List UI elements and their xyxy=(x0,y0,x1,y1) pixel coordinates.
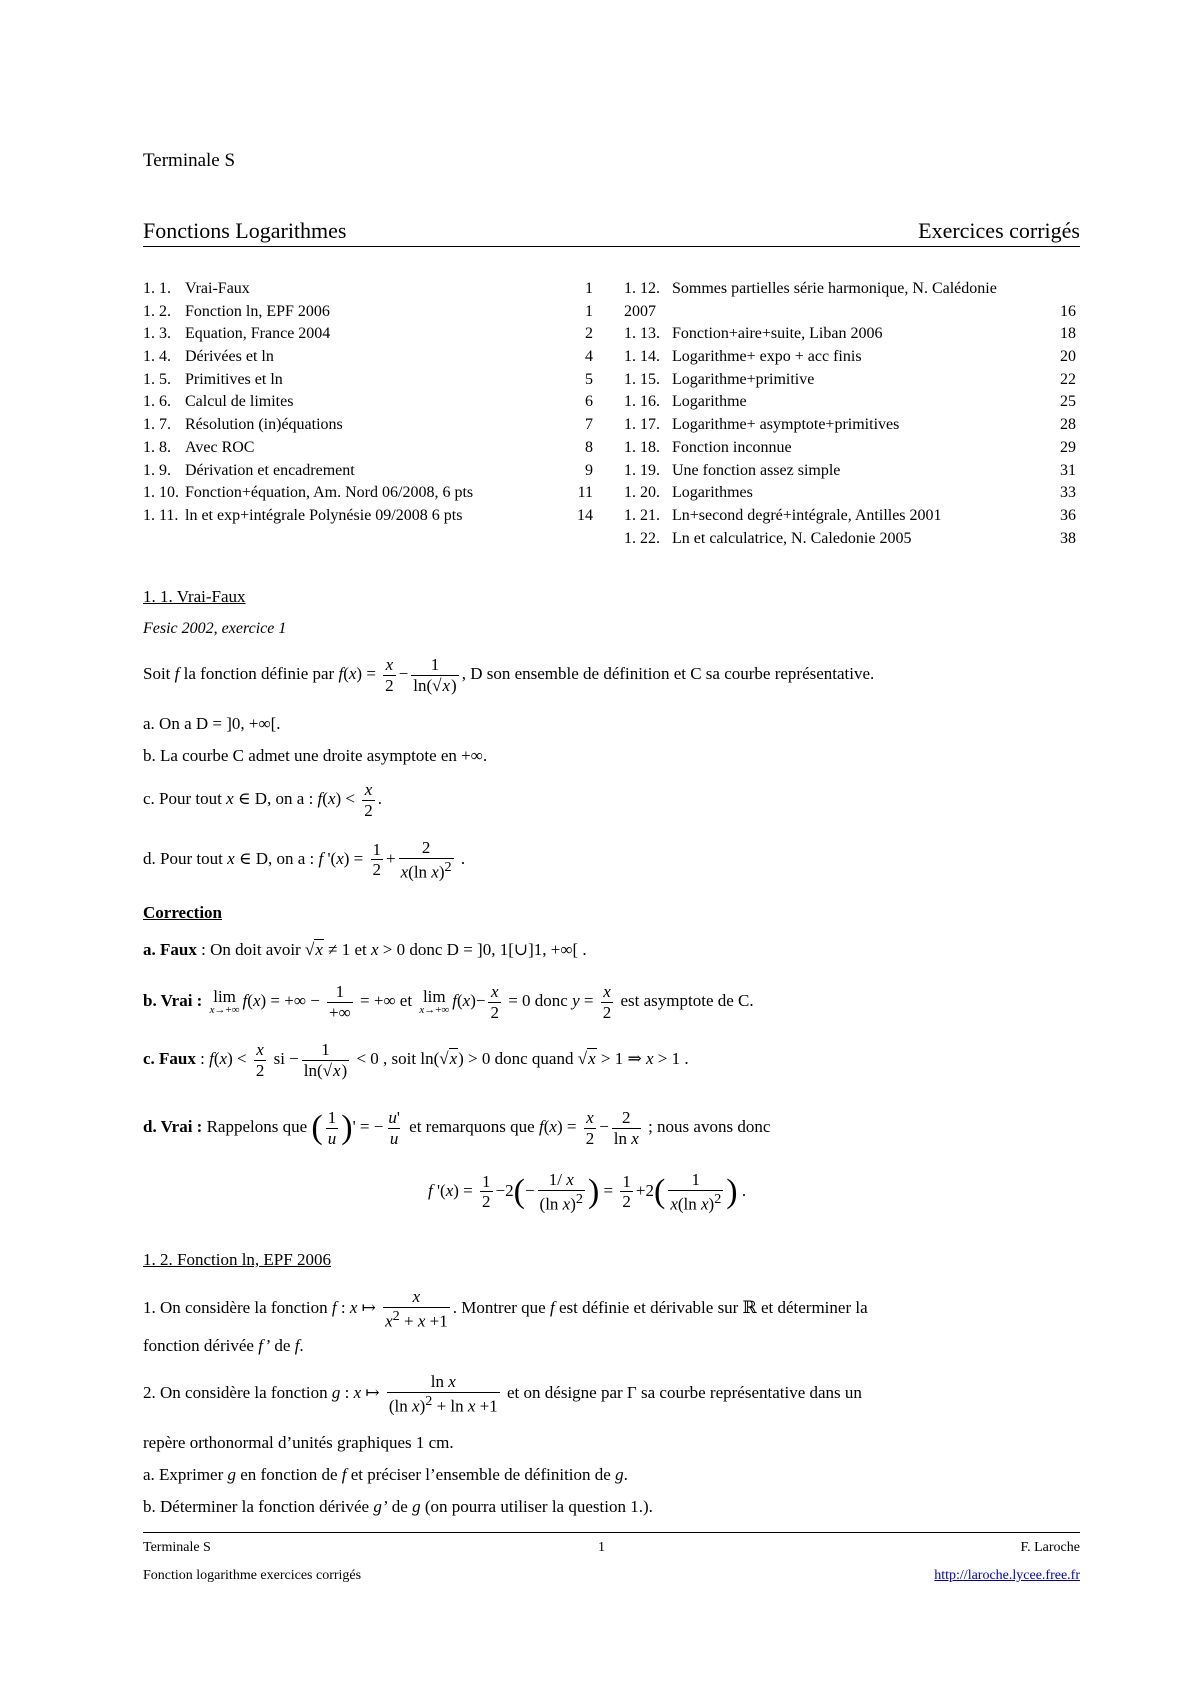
toc-entry-number: 1. 20. xyxy=(624,484,660,502)
toc-entry-page: 25 xyxy=(1060,393,1076,411)
ex1-question-d: d. Pour tout x ∈ D, on a : f '(x) = $\frac{1}{2}$ + $\frac{2}{x(\ln x)^2}$ . xyxy=(143,838,466,882)
toc-entry[interactable] xyxy=(624,460,1076,483)
ex1-intro: Soit f la fonction définie par f(x) = $\frac{x}{2}$ − $\frac{1}{\ln(√x)}$ , D son ensemble de définition et C sa courbe représentative. xyxy=(143,655,875,695)
toc-entry-page: 29 xyxy=(1060,438,1076,456)
toc-entry-page: 1 xyxy=(585,302,593,320)
toc-entry-page: 8 xyxy=(585,438,593,456)
document-title: Fonctions Logarithmes xyxy=(143,218,347,243)
toc-entry[interactable] xyxy=(143,369,593,392)
toc-entry-page: 33 xyxy=(1060,484,1076,502)
toc-entry-page: 22 xyxy=(1060,370,1076,388)
correction-heading: Correction xyxy=(143,903,222,922)
toc-entry-page: 16 xyxy=(1060,302,1076,320)
toc-entry-page: 14 xyxy=(577,506,593,524)
correction-c: c. Faux : f(x) < $\frac{x}{2}$ si − $\frac{1}{\ln(√x)}$ < 0 , soit ln(√x) > 0 donc quand √x > 1 ⇒ x > 1 . xyxy=(143,1040,689,1080)
toc-entry-page: 31 xyxy=(1060,461,1076,479)
toc-entry[interactable] xyxy=(143,391,593,414)
toc-entry-title: ln et exp+intégrale Polynésie 09/2008 6 pts xyxy=(185,506,463,524)
footer-rule xyxy=(143,1532,1080,1533)
toc-entry-page: 20 xyxy=(1060,348,1076,366)
level-label: Terminale S xyxy=(143,150,236,171)
section-heading-ex1: 1. 1. Vrai-Faux xyxy=(143,587,246,606)
toc-entry-page: 6 xyxy=(585,393,593,411)
correction-d-formula: f '(x) = $\frac{1}{2}$ −2(− $\frac{1/ x}{(\ln x)^2}$ ) = $\frac{1}{2}$ +2( $\frac{1}{x(\ln x)^2}$ ) . xyxy=(428,1170,747,1214)
toc-entry[interactable] xyxy=(143,482,593,505)
toc-entry-number: 1. 5. xyxy=(143,370,171,388)
toc-entry[interactable] xyxy=(624,278,1076,301)
toc-entry-number: 1. 11. xyxy=(143,506,179,524)
toc-entry[interactable] xyxy=(143,301,593,324)
toc-entry-title: Fonction+aire+suite, Liban 2006 xyxy=(672,325,883,343)
toc-entry-number: 1. 8. xyxy=(143,438,171,456)
toc-entry[interactable] xyxy=(143,460,593,483)
toc-entry-number: 1. 6. xyxy=(143,393,171,411)
footer-page-number: 1 xyxy=(598,1540,605,1555)
toc-entry-page: 7 xyxy=(585,416,593,434)
toc-entry[interactable] xyxy=(624,391,1076,414)
toc-right xyxy=(624,278,1076,550)
toc-entry-number: 1. 2. xyxy=(143,302,171,320)
correction-a: a. Faux : On doit avoir √x ≠ 1 et x > 0 donc D = ]0, 1[∪]1, +∞[ . xyxy=(143,940,587,959)
header-rule xyxy=(143,246,1080,247)
toc-entry-title: Résolution (in)équations xyxy=(185,416,343,434)
toc-entry-title: Vrai-Faux xyxy=(185,280,250,297)
toc-entry-title: Fonction+équation, Am. Nord 06/2008, 6 pts xyxy=(185,484,474,502)
toc-entry[interactable] xyxy=(624,414,1076,437)
toc-entry-title: Dérivées et ln xyxy=(185,348,274,366)
toc-entry-number: 1. 14. xyxy=(624,348,660,366)
toc-entry-number: 1. 1. xyxy=(143,280,171,297)
toc-entry[interactable] xyxy=(624,482,1076,505)
toc-entry-title: Logarithme+ asymptote+primitives xyxy=(672,416,900,434)
toc-entry[interactable] xyxy=(624,369,1076,392)
ex2-part2: 2. On considère la fonction g : x ↦ $\frac{\text{ln x}}{(\ln x)^2 + \ln x +1}$ et on désigne par Γ sa courbe représentative dans un xyxy=(143,1372,862,1416)
ex2-question-a: a. Exprimer g en fonction de f et préciser l’ensemble de définition de g. xyxy=(143,1465,628,1484)
toc-entry-page: 9 xyxy=(585,461,593,479)
toc-entry-number: 1. 19. xyxy=(624,461,660,479)
toc-entry-number: 1. 3. xyxy=(143,325,171,343)
ex1-question-a: a. On a D = ]0, +∞[. xyxy=(143,714,281,733)
toc-entry-number: 1. 18. xyxy=(624,438,660,456)
toc-entry-page: 18 xyxy=(1060,325,1076,343)
correction-b: b. Vrai : lim x→+∞ f(x) = +∞ − $\frac{1}{+\infty}$ = +∞ et lim x→+∞ f(x)− $\frac{x}{2}$ = 0 donc y = $\frac{x}{2}$ est asymptote de C. xyxy=(143,982,754,1022)
toc-entry-title: Logarithme+ expo + acc finis xyxy=(672,348,862,366)
toc-entry-page: 28 xyxy=(1060,416,1076,434)
toc-entry[interactable] xyxy=(143,278,593,301)
toc-entry-page: 11 xyxy=(577,484,593,502)
toc-entry[interactable] xyxy=(143,346,593,369)
correction-d: d. Vrai : Rappelons que ( $\frac{1}{u}$ )' = − $\frac{u'}{u}$ et remarquons que f(x) = $\frac{x}{2}$ − $\frac{2}{\text{ln x}}$ ; nous avons donc xyxy=(143,1108,771,1148)
ex2-question-b: b. Déterminer la fonction dérivée g’ de g (on pourra utiliser la question 1.). xyxy=(143,1497,653,1516)
toc-entry-number: 1. 4. xyxy=(143,348,171,366)
toc-entry-page: 4 xyxy=(585,348,593,366)
toc-left xyxy=(143,278,593,528)
footer-level: Terminale S xyxy=(143,1540,211,1555)
toc-entry-title: Avec ROC xyxy=(185,438,255,456)
toc-entry[interactable] xyxy=(624,437,1076,460)
toc-entry-title: Ln+second degré+intégrale, Antilles 2001 xyxy=(672,506,942,524)
toc-entry-number: 1. 16. xyxy=(624,393,660,411)
toc-entry-title: Sommes partielles série harmonique, N. Calédonie xyxy=(672,280,997,297)
toc-entry-page: 2 xyxy=(585,325,593,343)
toc-entry-number: 1. 15. xyxy=(624,370,660,388)
ex1-question-c: c. Pour tout x ∈ D, on a : f(x) < $\frac{x}{2}$ . xyxy=(143,780,382,820)
document-subtitle: Exercices corrigés xyxy=(918,218,1080,243)
toc-entry-page: 36 xyxy=(1060,506,1076,524)
footer-author: F. Laroche xyxy=(1020,1540,1080,1555)
toc-entry[interactable] xyxy=(624,505,1076,528)
toc-entry-page: 38 xyxy=(1060,529,1076,547)
toc-entry[interactable] xyxy=(143,437,593,460)
toc-entry-number: 1. 10. xyxy=(143,484,179,502)
toc-entry-title: Equation, France 2004 xyxy=(185,325,331,343)
toc-entry[interactable] xyxy=(143,414,593,437)
toc-entry-title: Une fonction assez simple xyxy=(672,461,841,479)
toc-entry[interactable] xyxy=(143,323,593,346)
ex1-question-b: b. La courbe C admet une droite asymptote en +∞. xyxy=(143,746,488,765)
toc-entry-number: 1. 12. xyxy=(624,280,660,297)
toc-entry-title: 2007 xyxy=(624,302,656,320)
toc-entry-number: 1. 22. xyxy=(624,529,660,547)
ex2-part1: 1. On considère la fonction f : x ↦ $\frac{x}{x^2 + x +1}$ . Montrer que f est définie et dérivable sur ℝ et déterminer la xyxy=(143,1287,868,1331)
toc-entry-number: 1. 13. xyxy=(624,325,660,343)
section-heading-ex2: 1. 2. Fonction ln, EPF 2006 xyxy=(143,1250,331,1269)
toc-entry-title: Ln et calculatrice, N. Caledonie 2005 xyxy=(672,529,912,547)
footer-doc-name: Fonction logarithme exercices corrigés xyxy=(143,1568,362,1583)
toc-entry[interactable] xyxy=(143,505,593,528)
toc-entry[interactable] xyxy=(624,301,1076,324)
toc-entry-title: Primitives et ln xyxy=(185,370,283,388)
footer-website-link[interactable]: http://laroche.lycee.free.fr xyxy=(934,1568,1080,1583)
toc-entry-title: Fonction inconnue xyxy=(672,438,792,456)
toc-entry-title: Calcul de limites xyxy=(185,393,294,411)
toc-entry-title: Logarithme xyxy=(672,393,747,411)
ex2-part1-cont: fonction dérivée f’ de f. xyxy=(143,1336,304,1355)
toc-entry[interactable] xyxy=(624,528,1076,551)
toc-entry[interactable] xyxy=(624,323,1076,346)
toc-entry-title: Dérivation et encadrement xyxy=(185,461,355,479)
toc-entry-page: 5 xyxy=(585,370,593,388)
toc-entry-title: Fonction ln, EPF 2006 xyxy=(185,302,330,320)
toc-entry-title: Logarithme+primitive xyxy=(672,370,815,388)
toc-entry-number: 1. 17. xyxy=(624,416,660,434)
toc-entry-title: Logarithmes xyxy=(672,484,753,502)
ex2-part2-cont: repère orthonormal d’unités graphiques 1 cm. xyxy=(143,1433,454,1452)
toc-entry-number: 1. 9. xyxy=(143,461,171,479)
toc-entry[interactable] xyxy=(624,346,1076,369)
toc-entry-number: 1. 7. xyxy=(143,416,171,434)
ex1-source: Fesic 2002, exercice 1 xyxy=(143,620,287,637)
toc-entry-page: 1 xyxy=(585,280,593,297)
toc-entry-number: 1. 21. xyxy=(624,506,660,524)
